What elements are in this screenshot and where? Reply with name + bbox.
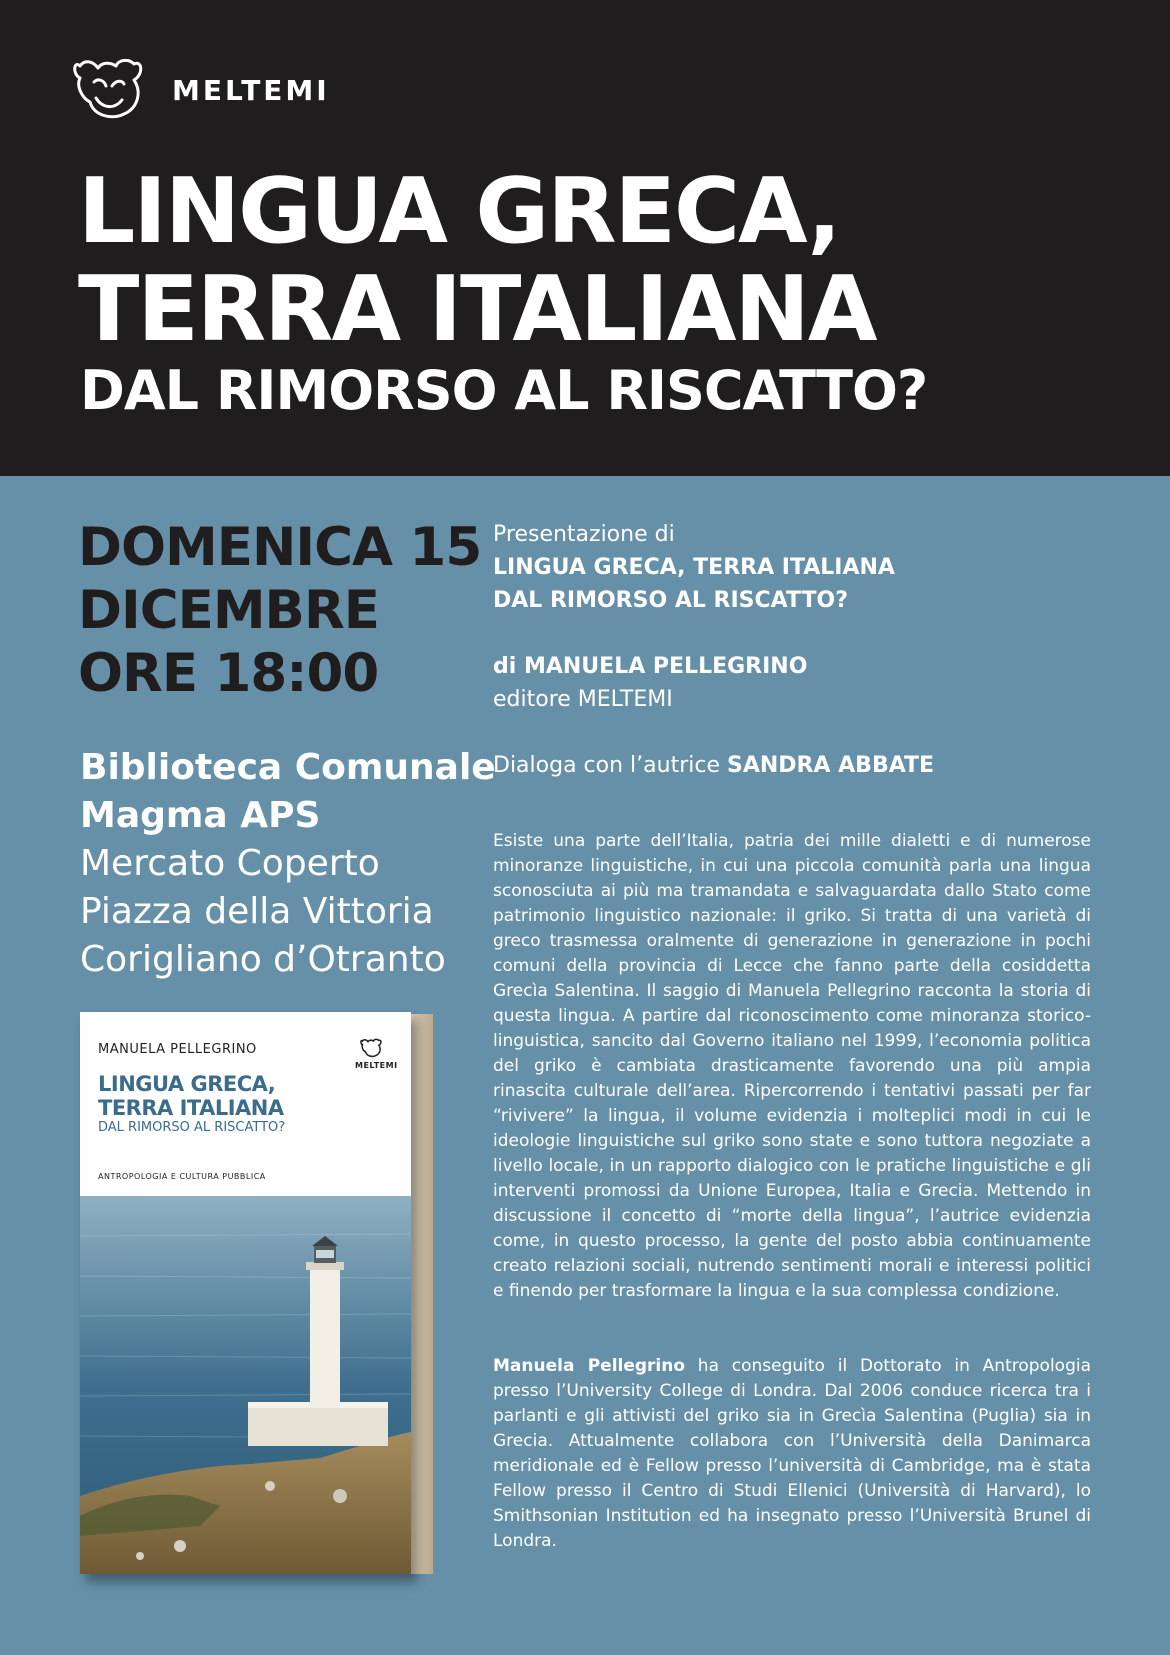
venue-line-3: Mercato Coperto <box>80 843 380 884</box>
poster-subtitle: DAL RIMORSO AL RISCATTO? <box>80 359 928 422</box>
book-brand: MELTEMI <box>355 1061 398 1070</box>
header-band <box>0 0 1170 476</box>
author-bio <box>493 1354 1091 1554</box>
author-name: MANUELA PELLEGRINO <box>523 654 808 679</box>
description-paragraph: Esiste una parte dell’Italia, patria dei mille dialetti e di numerose minoranze linguistiche, in cui una piccola comunità parla una lingua sconosciuta ai più ma tramandata e salvaguardata dallo Stato come patrimonio linguistico nazionale: il griko. Si tratta di una varietà di greco trasmessa oralmente di generazione in generazione in pochi comuni della provincia di Lecce che fanno parte della cosiddetta Grecìa Salentina. Il saggio di Manuela Pellegrino racconta la storia di questa lingua. A partire dal riconoscimento come minoranza storico-linguistica, sancito dal Governo italiano nel 1999, l’economia politica del griko è cambiata drasticamente favorendo una più ampia rinascita culturale dell’area. Ripercorrendo i tentativi passati per far “rivivere” la lingua, il volume evidenzia i molteplici modi in cui le ideologie linguistiche sul griko sono state e sono tuttora negoziate a livello locale, in un rapporto dialogico con le pratiche linguistiche e gli interventi promossi da Unione Europea, Italia e Grecia. Mettendo in discussione il concetto di “morte della lingua”, l’autrice evidenzia come, in questo processo, la gente del posto abbia continuamente creato relazioni sociali, nutrendo sentimenti morali e interessi politici e finendo per trasformare la lingua e la sua complessa condizione. <box>493 831 1091 1301</box>
book-cover <box>80 1012 411 1574</box>
brand-name: MELTEMI <box>172 74 330 107</box>
date-line-1: DOMENICA 15 <box>78 517 482 578</box>
lighthouse-sea-photo <box>80 1196 411 1574</box>
time-line: ORE 18:00 <box>78 643 379 704</box>
author-prefix: di <box>493 654 517 679</box>
author-line <box>493 650 1090 683</box>
meltemi-logo-icon <box>360 1038 382 1058</box>
venue-line-4: Piazza della Vittoria <box>80 891 434 932</box>
book-subtitle: DAL RIMORSO AL RISCATTO? <box>98 1120 286 1135</box>
venue-line-5: Corigliano d’Otranto <box>80 939 446 980</box>
bio-text: ha conseguito il Dottorato in Antropologia presso l’University College di Londra. Dal 2006 conduce ricerca tra i parlanti e gli attivisti del griko sia in Grecìa Salentina (Puglia) sia in Grecia. Attualmente collabora con l’Università della Danimarca meridionale ed è Fellow presso l’università di Cambridge, ma è stata Fellow presso il Centro di Studi Ellenici (Università di Harvard), lo Smithsonian Institution ed ha insegnato presso l’Università Brunel di Londra. <box>493 1356 1091 1551</box>
publisher-prefix: editore <box>493 687 571 712</box>
book-title-2: TERRA ITALIANA <box>98 1096 284 1120</box>
presentation-block <box>493 518 1090 782</box>
presentation-title-1: LINGUA GRECA, TERRA ITALIANA <box>493 555 895 580</box>
book-title-1: LINGUA GRECA, <box>98 1072 276 1096</box>
title-line-1: LINGUA GRECA, <box>78 159 840 264</box>
dialogue-guest: SANDRA ABBATE <box>726 753 935 778</box>
event-datetime <box>78 516 481 705</box>
book-spine <box>411 1014 433 1574</box>
dialogue-prefix: Dialoga con l’autrice <box>493 753 720 778</box>
publisher-line <box>493 683 1090 716</box>
book-description <box>493 829 1091 1304</box>
book-series: ANTROPOLOGIA E CULTURA PUBBLICA <box>98 1172 266 1181</box>
poster-title <box>78 159 876 362</box>
presentation-intro: Presentazione di <box>493 522 675 547</box>
title-line-2: TERRA ITALIANA <box>78 257 876 362</box>
venue-line-2: Magma APS <box>80 795 321 836</box>
meltemi-logo-icon <box>72 56 144 122</box>
venue-block <box>80 744 496 984</box>
presentation-title-2: DAL RIMORSO AL RISCATTO? <box>493 588 848 613</box>
date-line-2: DICEMBRE <box>78 580 379 641</box>
bio-name: Manuela Pellegrino <box>493 1356 686 1376</box>
book-author: MANUELA PELLEGRINO <box>98 1042 257 1057</box>
book-title <box>98 1072 284 1120</box>
dialogue-line <box>493 749 1090 782</box>
publisher-name: MELTEMI <box>577 687 673 712</box>
venue-line-1: Biblioteca Comunale <box>80 747 496 788</box>
